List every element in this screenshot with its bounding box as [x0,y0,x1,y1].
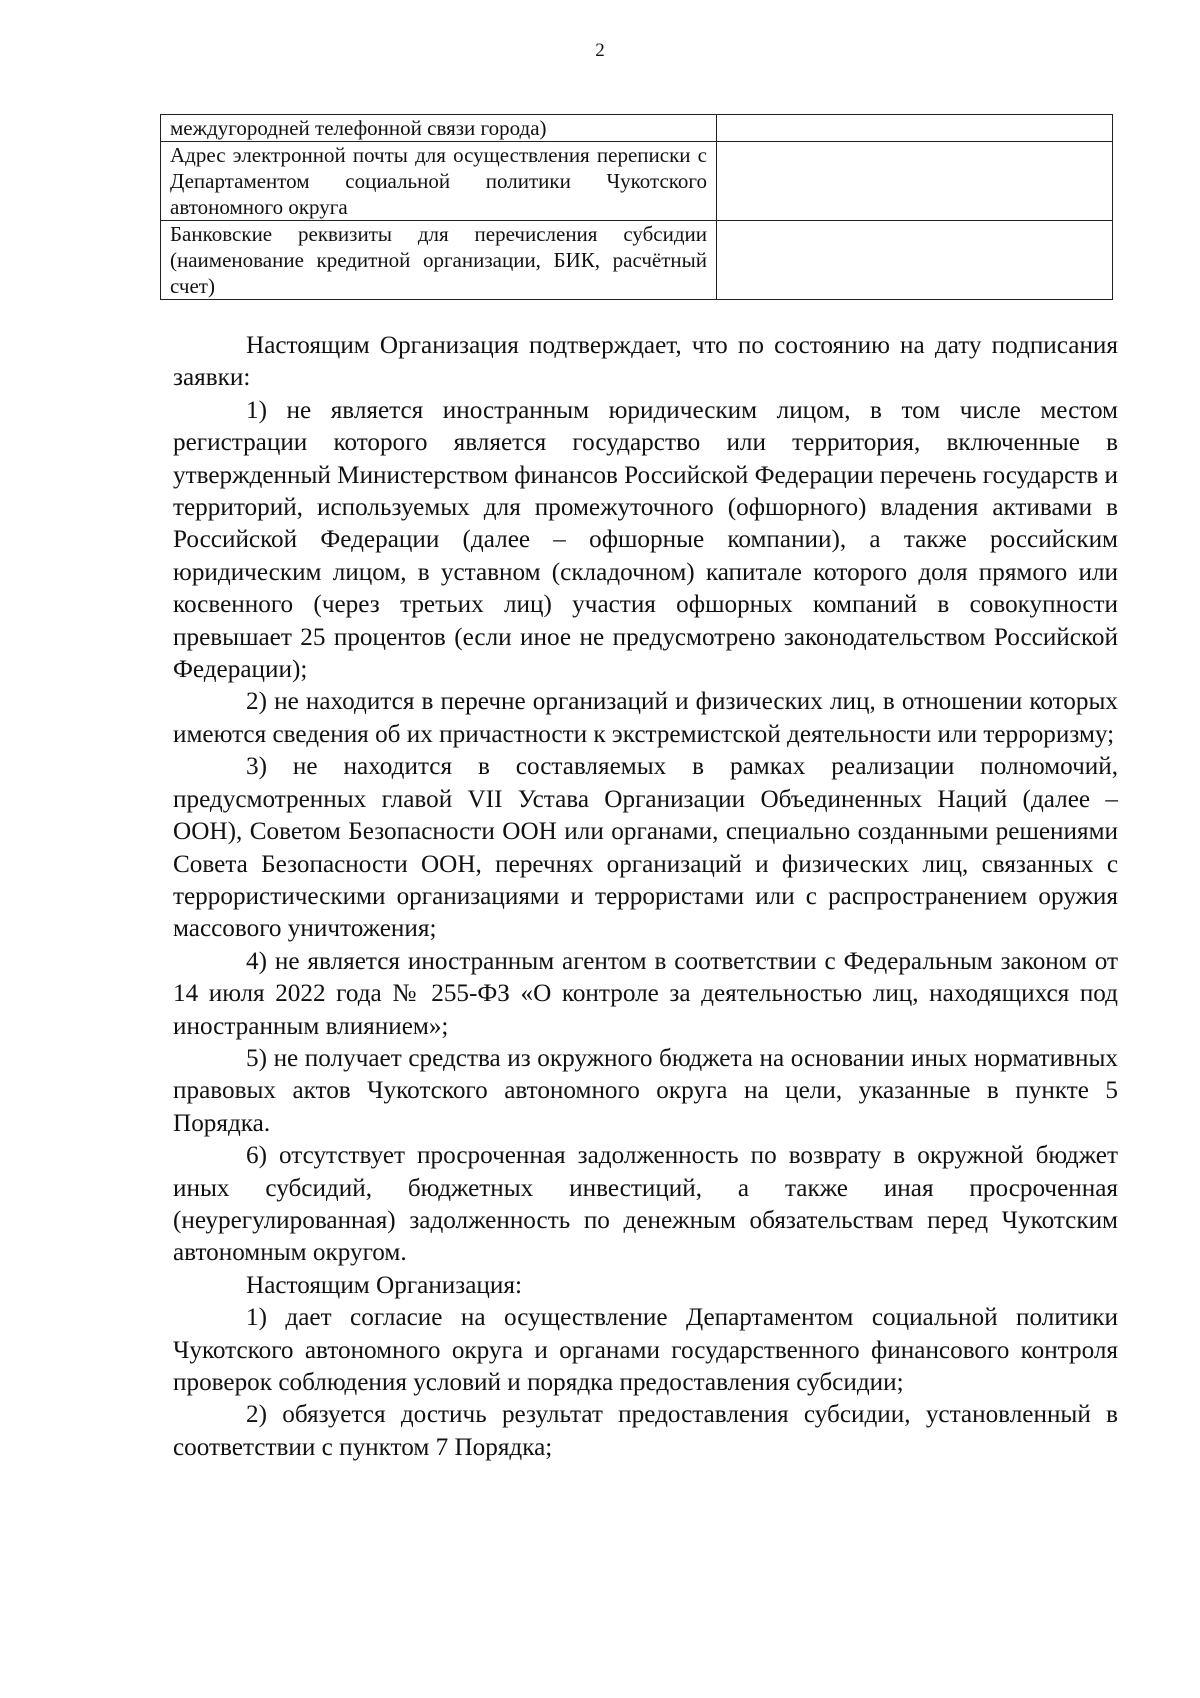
document-body [173,330,1118,1464]
paragraph-obligations-intro: Настоящим Организация: [246,1271,522,1299]
row-value [717,221,1113,300]
paragraph-item-4: 4) не является иностранным агентом в соответствии с Федеральным законом от 14 июля 2022 года № 255-ФЗ «О контроле за деятельностью лиц, находящихся под иностранным влиянием»; [173,947,1118,1040]
row-label: Банковские реквизиты для перечисления субсидии (наименование кредитной организации, БИК, расчётный счет) [161,221,717,300]
paragraph-item-1: 1) не является иностранным юридическим лицом, в том числе местом регистрации которого является государство или территория, включенные в утвержденный Министерством финансов Российской Федерации перечень государств и территорий, используемых для промежуточного (офшорного) владения активами в Российской Федерации (далее – офшорные компании), а также российским юридическим лицом, в уставном (складочном) капитале которого доля прямого или косвенного (через третьих лиц) участия офшорных компаний в совокупности превышает 25 процентов (если иное не предусмотрено законодательством Российской Федерации); [173,396,1118,684]
paragraph-obligation-1: 1) дает согласие на осуществление Департаментом социальной политики Чукотского автономного округа и органами государственного финансового контроля проверок соблюдения условий и порядка предоставления субсидии; [173,1304,1118,1396]
page-number: 2 [595,40,605,61]
paragraph-item-2: 2) не находится в перечне организаций и физических лиц, в отношении которых имеются сведения об их причастности к экстремистской деятельности или терроризму; [173,688,1118,748]
row-label: междугородней телефонной связи города) [161,115,717,142]
table-row [161,142,1113,221]
paragraph-obligation-2: 2) обязуется достичь результат предоставления субсидии, установленный в соответствии с пунктом 7 Порядка; [173,1401,1118,1461]
row-value [717,142,1113,221]
paragraph-item-6: 6) отсутствует просроченная задолженность по возврату в окружной бюджет иных субсидий, бюджетных инвестиций, а также иная просроченная (неурегулированная) задолженность по денежным обязательствам перед Чукотским автономным округом. [173,1142,1118,1267]
row-label: Адрес электронной почты для осуществления переписки с Департаментом социальной политики Чукотского автономного округа [161,142,717,221]
row-value [717,115,1113,142]
table-row [161,221,1113,300]
paragraph-item-3: 3) не находится в составляемых в рамках реализации полномочий, предусмотренных главой VII Устава Организации Объединенных Наций (далее – ООН), Советом Безопасности ООН или органами, специально созданными решениями Совета Безопасности ООН, перечнях организаций и физических лиц, связанных с террористическими организациями и террористами или с распространением оружия массового уничтожения; [173,753,1118,943]
paragraph-item-5: 5) не получает средства из окружного бюджета на основании иных нормативных правовых актов Чукотского автономного округа на цели, указанные в пункте 5 Порядка. [173,1044,1118,1137]
paragraph-confirmation-intro: Настоящим Организация подтверждает, что по состоянию на дату подписания заявки: [173,332,1118,392]
requisites-table [160,114,1113,300]
table-row [161,115,1113,142]
